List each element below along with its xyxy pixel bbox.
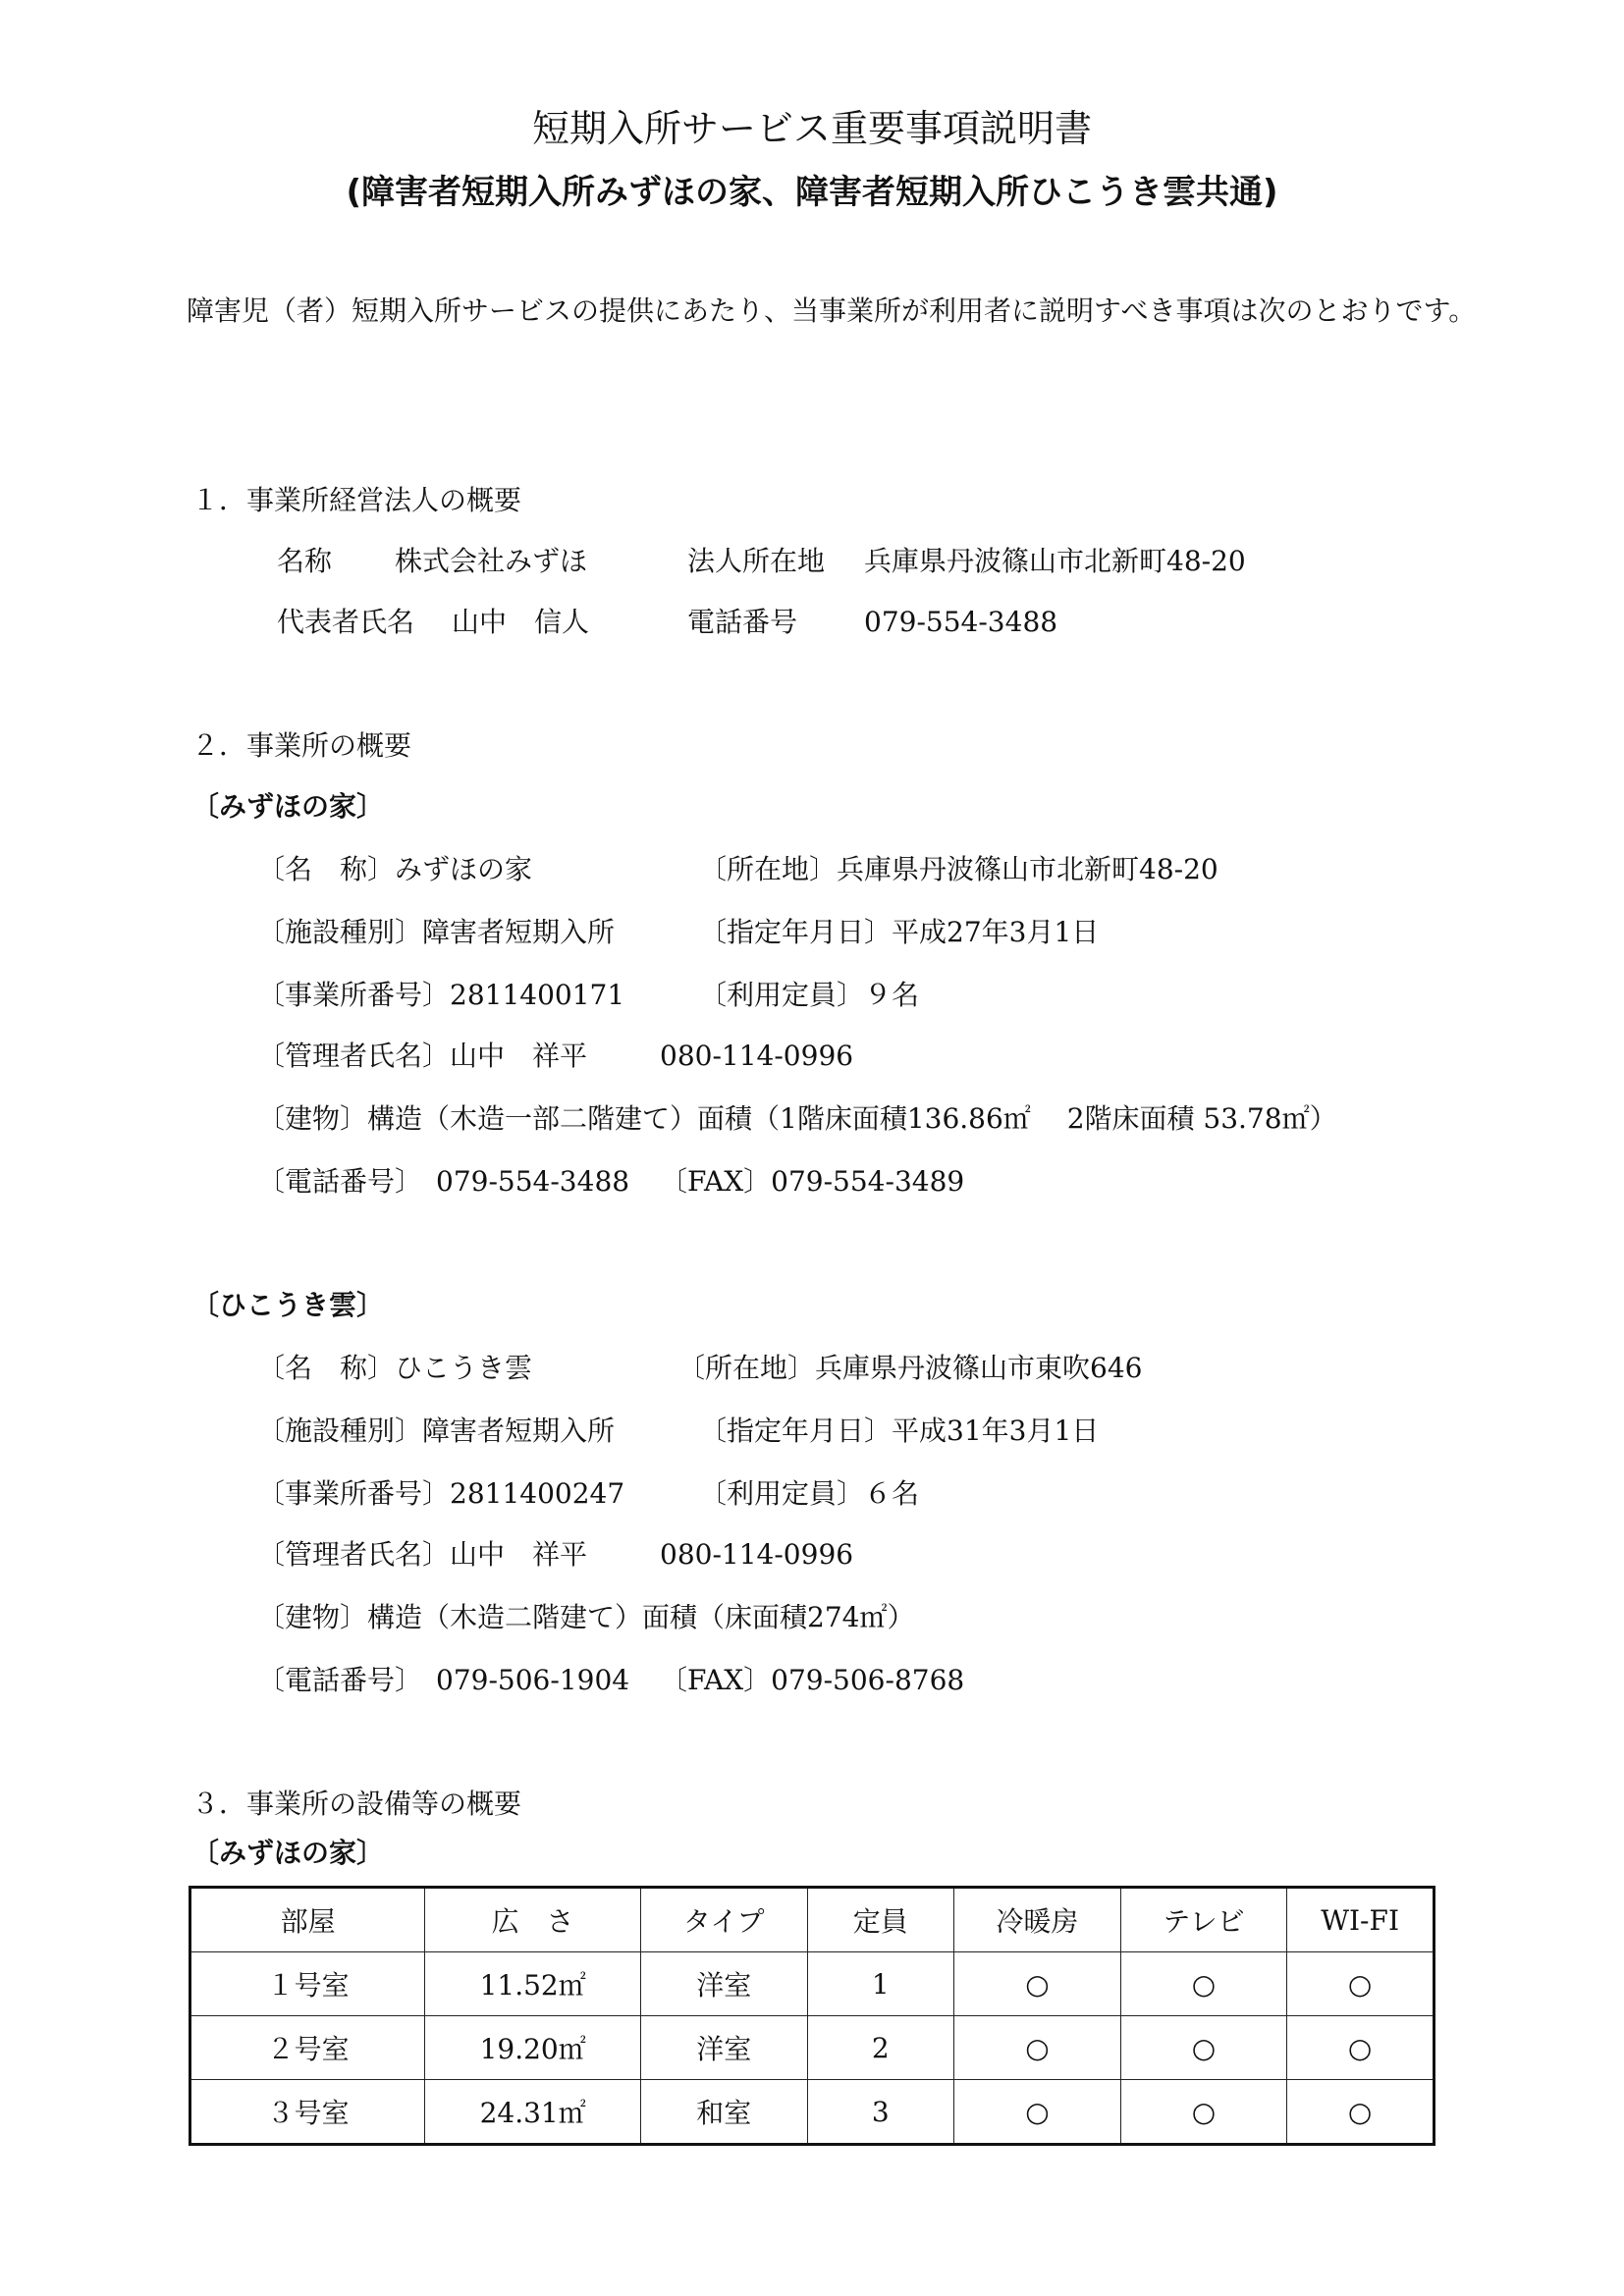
mizuho-type: 〔施設種別〕障害者短期入所	[257, 916, 616, 948]
room-table	[189, 1886, 1435, 2146]
corp-name-value: 株式会社みずほ	[395, 545, 588, 577]
hikouki-date: 〔指定年月日〕平成31年3月1日	[699, 1415, 1100, 1447]
hikouki-manager-tel: 080-114-0996	[660, 1538, 854, 1571]
document-title: 短期入所サービス重要事項説明書	[531, 107, 1092, 150]
hikouki-fax: 〔FAX〕079-506-8768	[660, 1664, 965, 1696]
hikouki-type: 〔施設種別〕障害者短期入所	[257, 1415, 616, 1447]
hikouki-number: 〔事業所番号〕2811400247	[257, 1477, 625, 1510]
corp-name-label: 名称	[277, 545, 333, 577]
mizuho-manager: 〔管理者氏名〕山中 祥平	[257, 1040, 588, 1072]
table-cell: 3	[807, 2080, 954, 2145]
table-cell: ３号室	[190, 2080, 425, 2145]
hikouki-tel: 〔電話番号〕 079-506-1904	[257, 1664, 630, 1696]
corp-address-value: 兵庫県丹波篠山市北新町48-20	[864, 545, 1246, 577]
table-cell: ○	[1120, 2080, 1287, 2145]
intro-paragraph: 障害児（者）短期入所サービスの提供にあたり、当事業所が利用者に説明すべき事項は次のとおりです。	[187, 294, 1477, 327]
document-subtitle: (障害者短期入所みずほの家、障害者短期入所ひこうき雲共通)	[346, 173, 1278, 212]
mizuho-manager-tel: 080-114-0996	[660, 1040, 854, 1072]
table-cell: ○	[1120, 1952, 1287, 2016]
table-cell: ○	[1287, 2016, 1435, 2080]
table-header: 部屋	[190, 1888, 425, 1952]
mizuho-number: 〔事業所番号〕2811400171	[257, 979, 625, 1011]
table-row	[190, 2080, 1435, 2145]
table-cell: 2	[807, 2016, 954, 2080]
mizuho-date: 〔指定年月日〕平成27年3月1日	[699, 916, 1100, 948]
table-cell: 1	[807, 1952, 954, 2016]
mizuho-heading: 〔みずほの家〕	[191, 790, 385, 823]
table-header-row	[190, 1888, 1435, 1952]
table-cell: 11.52㎡	[425, 1952, 641, 2016]
hikouki-name: 〔名 称〕ひこうき雲	[257, 1352, 533, 1384]
table-header: 広 さ	[425, 1888, 641, 1952]
table-cell: ○	[954, 2016, 1121, 2080]
table-cell: 洋室	[640, 2016, 807, 2080]
table-cell: ○	[1120, 2016, 1287, 2080]
table-cell: ○	[954, 1952, 1121, 2016]
hikouki-building: 〔建物〕構造（木造二階建て）面積（床面積274㎡）	[257, 1601, 915, 1633]
table-header: WI-FI	[1287, 1888, 1435, 1952]
table-cell: 19.20㎡	[425, 2016, 641, 2080]
corp-tel-value: 079-554-3488	[864, 606, 1058, 638]
mizuho-tel: 〔電話番号〕 079-554-3488	[257, 1165, 630, 1198]
corp-address-label: 法人所在地	[687, 545, 826, 577]
section3-heading: ３．事業所の設備等の概要	[191, 1788, 522, 1820]
table-row	[190, 2016, 1435, 2080]
table-cell: ○	[1287, 1952, 1435, 2016]
table-header: 定員	[807, 1888, 954, 1952]
hikouki-address: 〔所在地〕兵庫県丹波篠山市東吹646	[677, 1352, 1143, 1384]
hikouki-capacity: 〔利用定員〕６名	[699, 1477, 920, 1510]
table-cell: 24.31㎡	[425, 2080, 641, 2145]
corp-rep-label: 代表者氏名	[277, 606, 415, 638]
table-row	[190, 1952, 1435, 2016]
mizuho-building: 〔建物〕構造（木造一部二階建て）面積（1階床面積136.86㎡ 2階床面積 53.78㎡）	[257, 1102, 1337, 1135]
table-cell: 洋室	[640, 1952, 807, 2016]
table-cell: 和室	[640, 2080, 807, 2145]
mizuho-name: 〔名 称〕みずほの家	[257, 853, 533, 885]
section2-heading: ２．事業所の概要	[191, 729, 412, 762]
mizuho-address: 〔所在地〕兵庫県丹波篠山市北新町48-20	[699, 853, 1218, 885]
hikouki-manager: 〔管理者氏名〕山中 祥平	[257, 1538, 588, 1571]
table-header: タイプ	[640, 1888, 807, 1952]
table-cell: ○	[954, 2080, 1121, 2145]
table-cell: １号室	[190, 1952, 425, 2016]
table-cell: ２号室	[190, 2016, 425, 2080]
table-header: 冷暖房	[954, 1888, 1121, 1952]
corp-rep-value: 山中 信人	[452, 606, 590, 638]
mizuho-fax: 〔FAX〕079-554-3489	[660, 1165, 965, 1198]
section1-heading: １．事業所経営法人の概要	[191, 484, 522, 516]
table-header: テレビ	[1120, 1888, 1287, 1952]
table-cell: ○	[1287, 2080, 1435, 2145]
corp-tel-label: 電話番号	[687, 606, 798, 638]
hikouki-heading: 〔ひこうき雲〕	[191, 1289, 385, 1321]
mizuho-capacity: 〔利用定員〕９名	[699, 979, 920, 1011]
section3-subheading: 〔みずほの家〕	[191, 1837, 385, 1869]
